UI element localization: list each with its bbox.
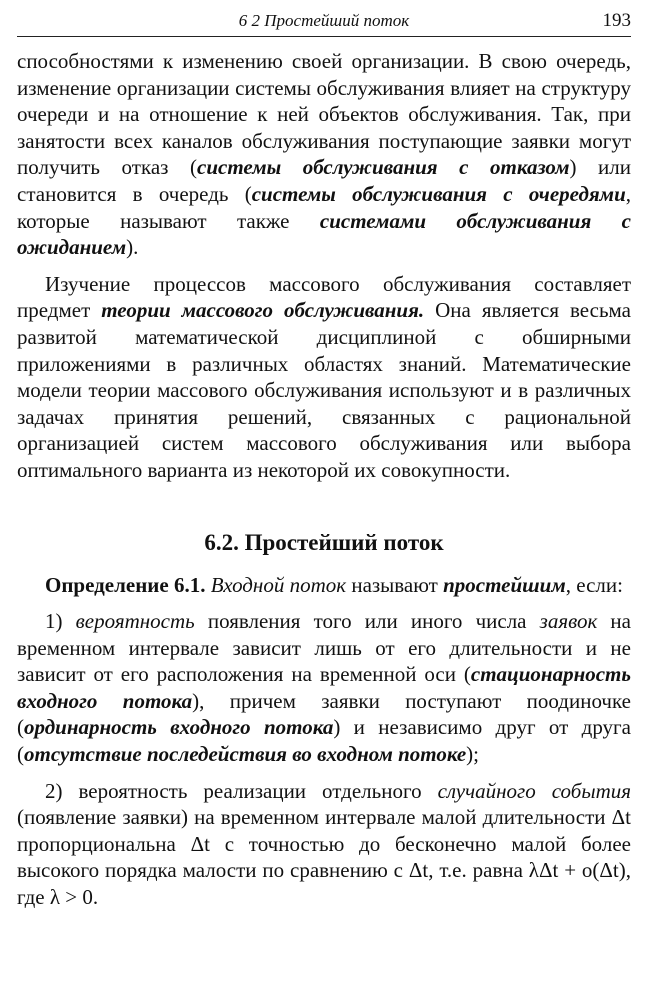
text-run: называют: [346, 572, 444, 597]
text-run: ) и независимо друг от друга (: [17, 715, 631, 767]
text-run: 2) вероятность реализации отдельного: [45, 778, 438, 803]
text-run: на временном интервале зависит лишь от его длительности и не зависит от его расположения на временной оси (: [17, 609, 631, 687]
text-run: , если:: [565, 572, 623, 597]
definition-paragraph: [17, 572, 631, 599]
book-page: [17, 0, 632, 910]
term-queueing-theory: теории массового обслуживания.: [101, 298, 425, 323]
paragraph-queueing-theory: [17, 271, 631, 484]
page-body: [17, 48, 631, 911]
section-heading: 6.2. Простейший поток: [204, 529, 444, 555]
text-run: );: [466, 742, 479, 767]
text-run: Изучение процессов массового обслуживания составляет предмет: [17, 271, 631, 323]
text-run: (появление заявки) на временном интервале малой длительности Δt пропорциональна Δt с точностью до бесконечно малой более высокого порядка малости по сравнению с Δt, т.е. равна λΔt + o(Δt), где λ > 0.: [17, 805, 631, 910]
term-systems-with-refusal: системы обслуживания с отказом: [197, 155, 570, 180]
text-run: 1): [45, 609, 76, 634]
term-ordinarity: ординарность входного потока: [24, 715, 334, 740]
running-title: 6 2 Простейший поток: [238, 11, 410, 30]
text-run: появления того или иного числа: [194, 609, 540, 634]
running-header: [17, 0, 631, 37]
term-systems-with-waiting: системами обслуживания с ожиданием: [17, 208, 631, 260]
definition-item-2: [17, 778, 631, 911]
term-systems-with-queues: системы обслуживания с очередями: [251, 181, 626, 206]
term-input-flow: Входной поток: [210, 572, 347, 597]
definition-label: Определение 6.1.: [45, 572, 206, 597]
definition-item-1: [17, 608, 631, 768]
term-simplest: простейшим: [443, 572, 566, 597]
text-run: ), причем заявки поступают поодиночке (: [17, 688, 631, 740]
term-probability: вероятность: [75, 609, 195, 634]
paragraph-queue-organization: [17, 48, 631, 261]
term-no-aftereffect: отсутствие последействия во входном потоке: [24, 742, 467, 767]
text-run: ) или становится в очередь (: [17, 155, 632, 206]
term-stationarity: стационарность входного потока: [17, 662, 631, 713]
text-run: Она является весьма развитой математической дисциплиной с обширными приложениями в различных областях знаний. Математические модели теории массового обслуживания используют и в различных задачах принятия решений, связанных с рациональной организацией систем массового обслуживания или выбора оптимального варианта из некоторой их совокупности.: [17, 298, 631, 482]
term-requests: заявок: [539, 609, 598, 634]
text-run: , которые называют также: [17, 181, 631, 233]
page-number: 193: [602, 10, 631, 31]
text-run: ).: [126, 235, 139, 260]
text-run: способностями к изменению своей организации. В свою очередь, изменение организации системы обслуживания влияет на структуру очереди и на отношение к ней объектов обслуживания. Так, при занятости всех каналов обслуживания поступающие заявки могут получить отказ (: [17, 49, 631, 180]
term-random-event: случайного события: [437, 778, 631, 803]
